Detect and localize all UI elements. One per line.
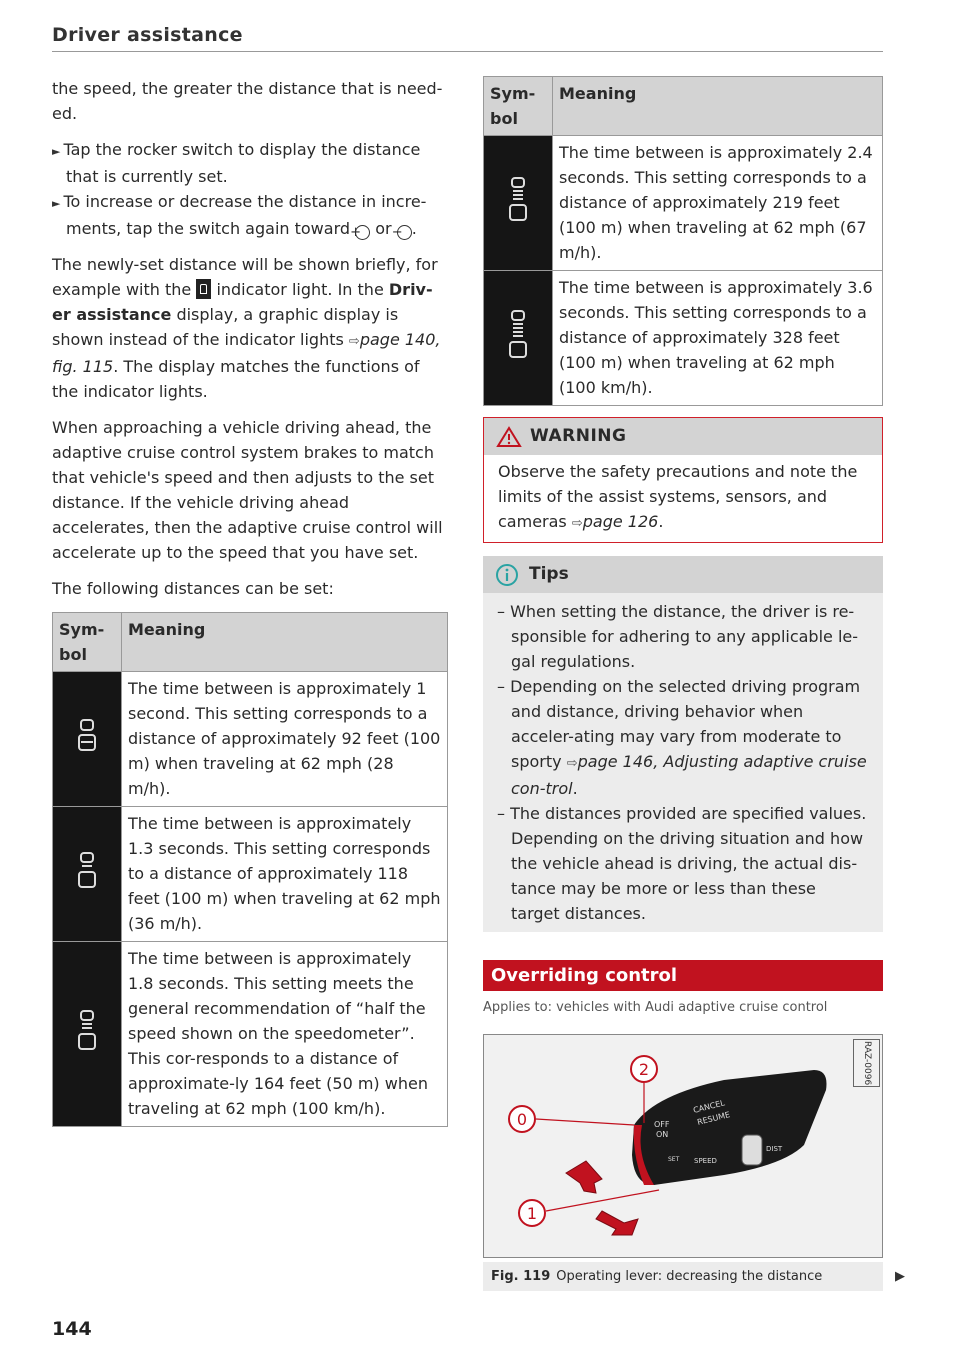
paragraph: the speed, the greater the distance that is need-ed. xyxy=(52,79,443,123)
list-item: – When setting the distance, the driver is re-sponsible for adhering to any applicable le-gal regulations. xyxy=(497,602,859,671)
column-header-meaning: Meaning xyxy=(553,77,883,136)
column-header-symbol: Sym-bol xyxy=(53,613,122,672)
paragraph: The following distances can be set: xyxy=(52,579,334,598)
lever-resume-label: RESUME xyxy=(696,1110,732,1127)
meaning-cell: The time between is approximately 1.8 seconds. This setting meets the general recommendation of “half the speed shown on the speedometer”. This cor-responds to a distance of approximate-ly 164 feet (50 m) when traveling at 62 mph (100 km/h). xyxy=(122,942,448,1127)
list-item: – Depending on the selected driving program and distance, driving behavior when acceler-ating may vary from moderate to sporty ⇨page 146, Adjusting adaptive cruise con-trol. xyxy=(497,677,867,798)
warning-text: Observe the safety precautions and note the limits of the assist systems, sensors, and cameras ⇨page 126. xyxy=(498,462,858,531)
info-circle-icon xyxy=(495,563,519,587)
tips-header xyxy=(483,556,883,593)
table-row xyxy=(53,942,448,1127)
lever-dist-label: DIST xyxy=(766,1145,783,1153)
lever-speed-label: SPEED xyxy=(694,1157,717,1165)
distance-table-right xyxy=(483,76,883,406)
meaning-cell: The time between is approximately 2.4 seconds. This setting corresponds to a distance of approximately 219 feet (100 m) when traveling at 62 mph (67 m/h). xyxy=(553,136,883,271)
callout-0-label: 0 xyxy=(516,1110,528,1129)
page-number: 144 xyxy=(52,1318,92,1340)
continue-arrow-icon: ▶ xyxy=(895,1269,905,1284)
tips-list xyxy=(483,593,883,932)
list-item: – The distances provided are specified values. Depending on the driving situation and how the vehicle ahead is driving, the actual dis-tance may be more or less than these target distances. xyxy=(497,804,867,923)
figure-operating-lever xyxy=(483,1034,883,1258)
table-row xyxy=(484,271,883,406)
distance-3-bar-icon xyxy=(76,1009,98,1053)
reference-arrow-icon: ⇨ xyxy=(571,516,583,531)
table-row xyxy=(484,136,883,271)
distance-5-bar-icon xyxy=(507,309,529,361)
reference-arrow-icon: ⇨ xyxy=(566,756,578,771)
meaning-cell: The time between is approximately 3.6 seconds. This setting corresponds to a distance of approximately 328 feet (100 m) when traveling at 62 mph (100 km/h). xyxy=(553,271,883,406)
callout-2-label: 2 xyxy=(638,1060,650,1079)
paragraph: When approaching a vehicle driving ahead, the adaptive cruise control system brakes to match that vehicle's speed and then adjusts to the set distance. If the vehicle driving ahead accelerates, then the adaptive cruise control will accelerate up to the speed that you have set. xyxy=(52,418,443,562)
lever-on-label: ON xyxy=(656,1130,669,1139)
left-column xyxy=(52,76,448,1127)
reference-arrow-icon: ⇨ xyxy=(348,334,360,349)
bullet-triangle-icon: ► xyxy=(52,197,61,210)
section-title: Overriding control xyxy=(483,960,883,991)
header-divider xyxy=(52,51,883,52)
instruction-item: ► Tap the rocker switch to display the distance that is currently set. xyxy=(52,140,421,186)
instruction-list xyxy=(52,137,448,241)
lever-off-label: OFF xyxy=(654,1120,670,1129)
symbol-cell xyxy=(53,807,122,942)
distance-indicator-icon xyxy=(196,279,211,299)
figure-number: Fig. 119 xyxy=(491,1269,551,1284)
warning-triangle-icon xyxy=(496,426,522,448)
distance-1-bar-icon xyxy=(76,718,98,754)
distance-table-left xyxy=(52,612,448,1127)
page-reference-link[interactable]: page 140, fig. 115 xyxy=(52,330,441,376)
symbol-cell xyxy=(484,271,553,406)
meaning-cell: The time between is approximately 1 second. This setting corresponds to a distance of approximately 92 feet (100 m) when traveling at 62 mph (28 m/h). xyxy=(122,672,448,807)
page-reference-link[interactable]: page 126 xyxy=(582,512,659,531)
column-header-meaning: Meaning xyxy=(122,613,448,672)
symbol-cell xyxy=(484,136,553,271)
lever-set-label: SET xyxy=(668,1156,680,1163)
right-column xyxy=(483,76,905,1291)
lever-cancel-label: CANCEL xyxy=(692,1098,726,1115)
figure-caption xyxy=(483,1262,905,1291)
figure-caption-text: Operating lever: decreasing the distance xyxy=(556,1269,823,1284)
instruction-item: ► To increase or decrease the distance in incre-ments, tap the switch again toward + or − . xyxy=(52,192,427,240)
tips-box xyxy=(483,556,883,932)
warning-box xyxy=(483,417,883,543)
symbol-cell xyxy=(53,942,122,1127)
table-row xyxy=(53,672,448,807)
paragraph: The newly-set distance will be shown briefly, for example with the indicator light. In the Driv-er assistance display, a graphic display is shown instead of the indicator lights ⇨page 140, fig. 115. The display matches the functions of the indicator lights. xyxy=(52,255,441,401)
table-row xyxy=(53,807,448,942)
tips-title: Tips xyxy=(529,564,569,584)
meaning-cell: The time between is approximately 1.3 seconds. This setting corresponds to a distance of approximately 118 feet (100 m) when traveling at 62 mph (36 m/h). xyxy=(122,807,448,942)
distance-2-bar-icon xyxy=(76,851,98,891)
running-header: Driver assistance xyxy=(52,24,243,46)
plus-circle-icon: + xyxy=(355,225,370,240)
callout-1-label: 1 xyxy=(526,1204,538,1223)
table-header-row xyxy=(53,613,448,672)
lever-illustration xyxy=(484,1035,882,1257)
minus-circle-icon: − xyxy=(397,225,412,240)
bullet-triangle-icon: ► xyxy=(52,145,61,158)
table-header-row xyxy=(484,77,883,136)
applies-to-note: Applies to: vehicles with Audi adaptive cruise control xyxy=(483,1000,828,1015)
warning-title: WARNING xyxy=(530,426,627,446)
distance-4-bar-icon xyxy=(507,176,529,224)
symbol-cell xyxy=(53,672,122,807)
page-reference-link[interactable]: page 146, Adjusting adaptive cruise con-trol xyxy=(511,752,867,798)
warning-header xyxy=(484,418,882,455)
figure-code: RAZ-0096 xyxy=(853,1039,880,1087)
column-header-symbol: Sym-bol xyxy=(484,77,553,136)
